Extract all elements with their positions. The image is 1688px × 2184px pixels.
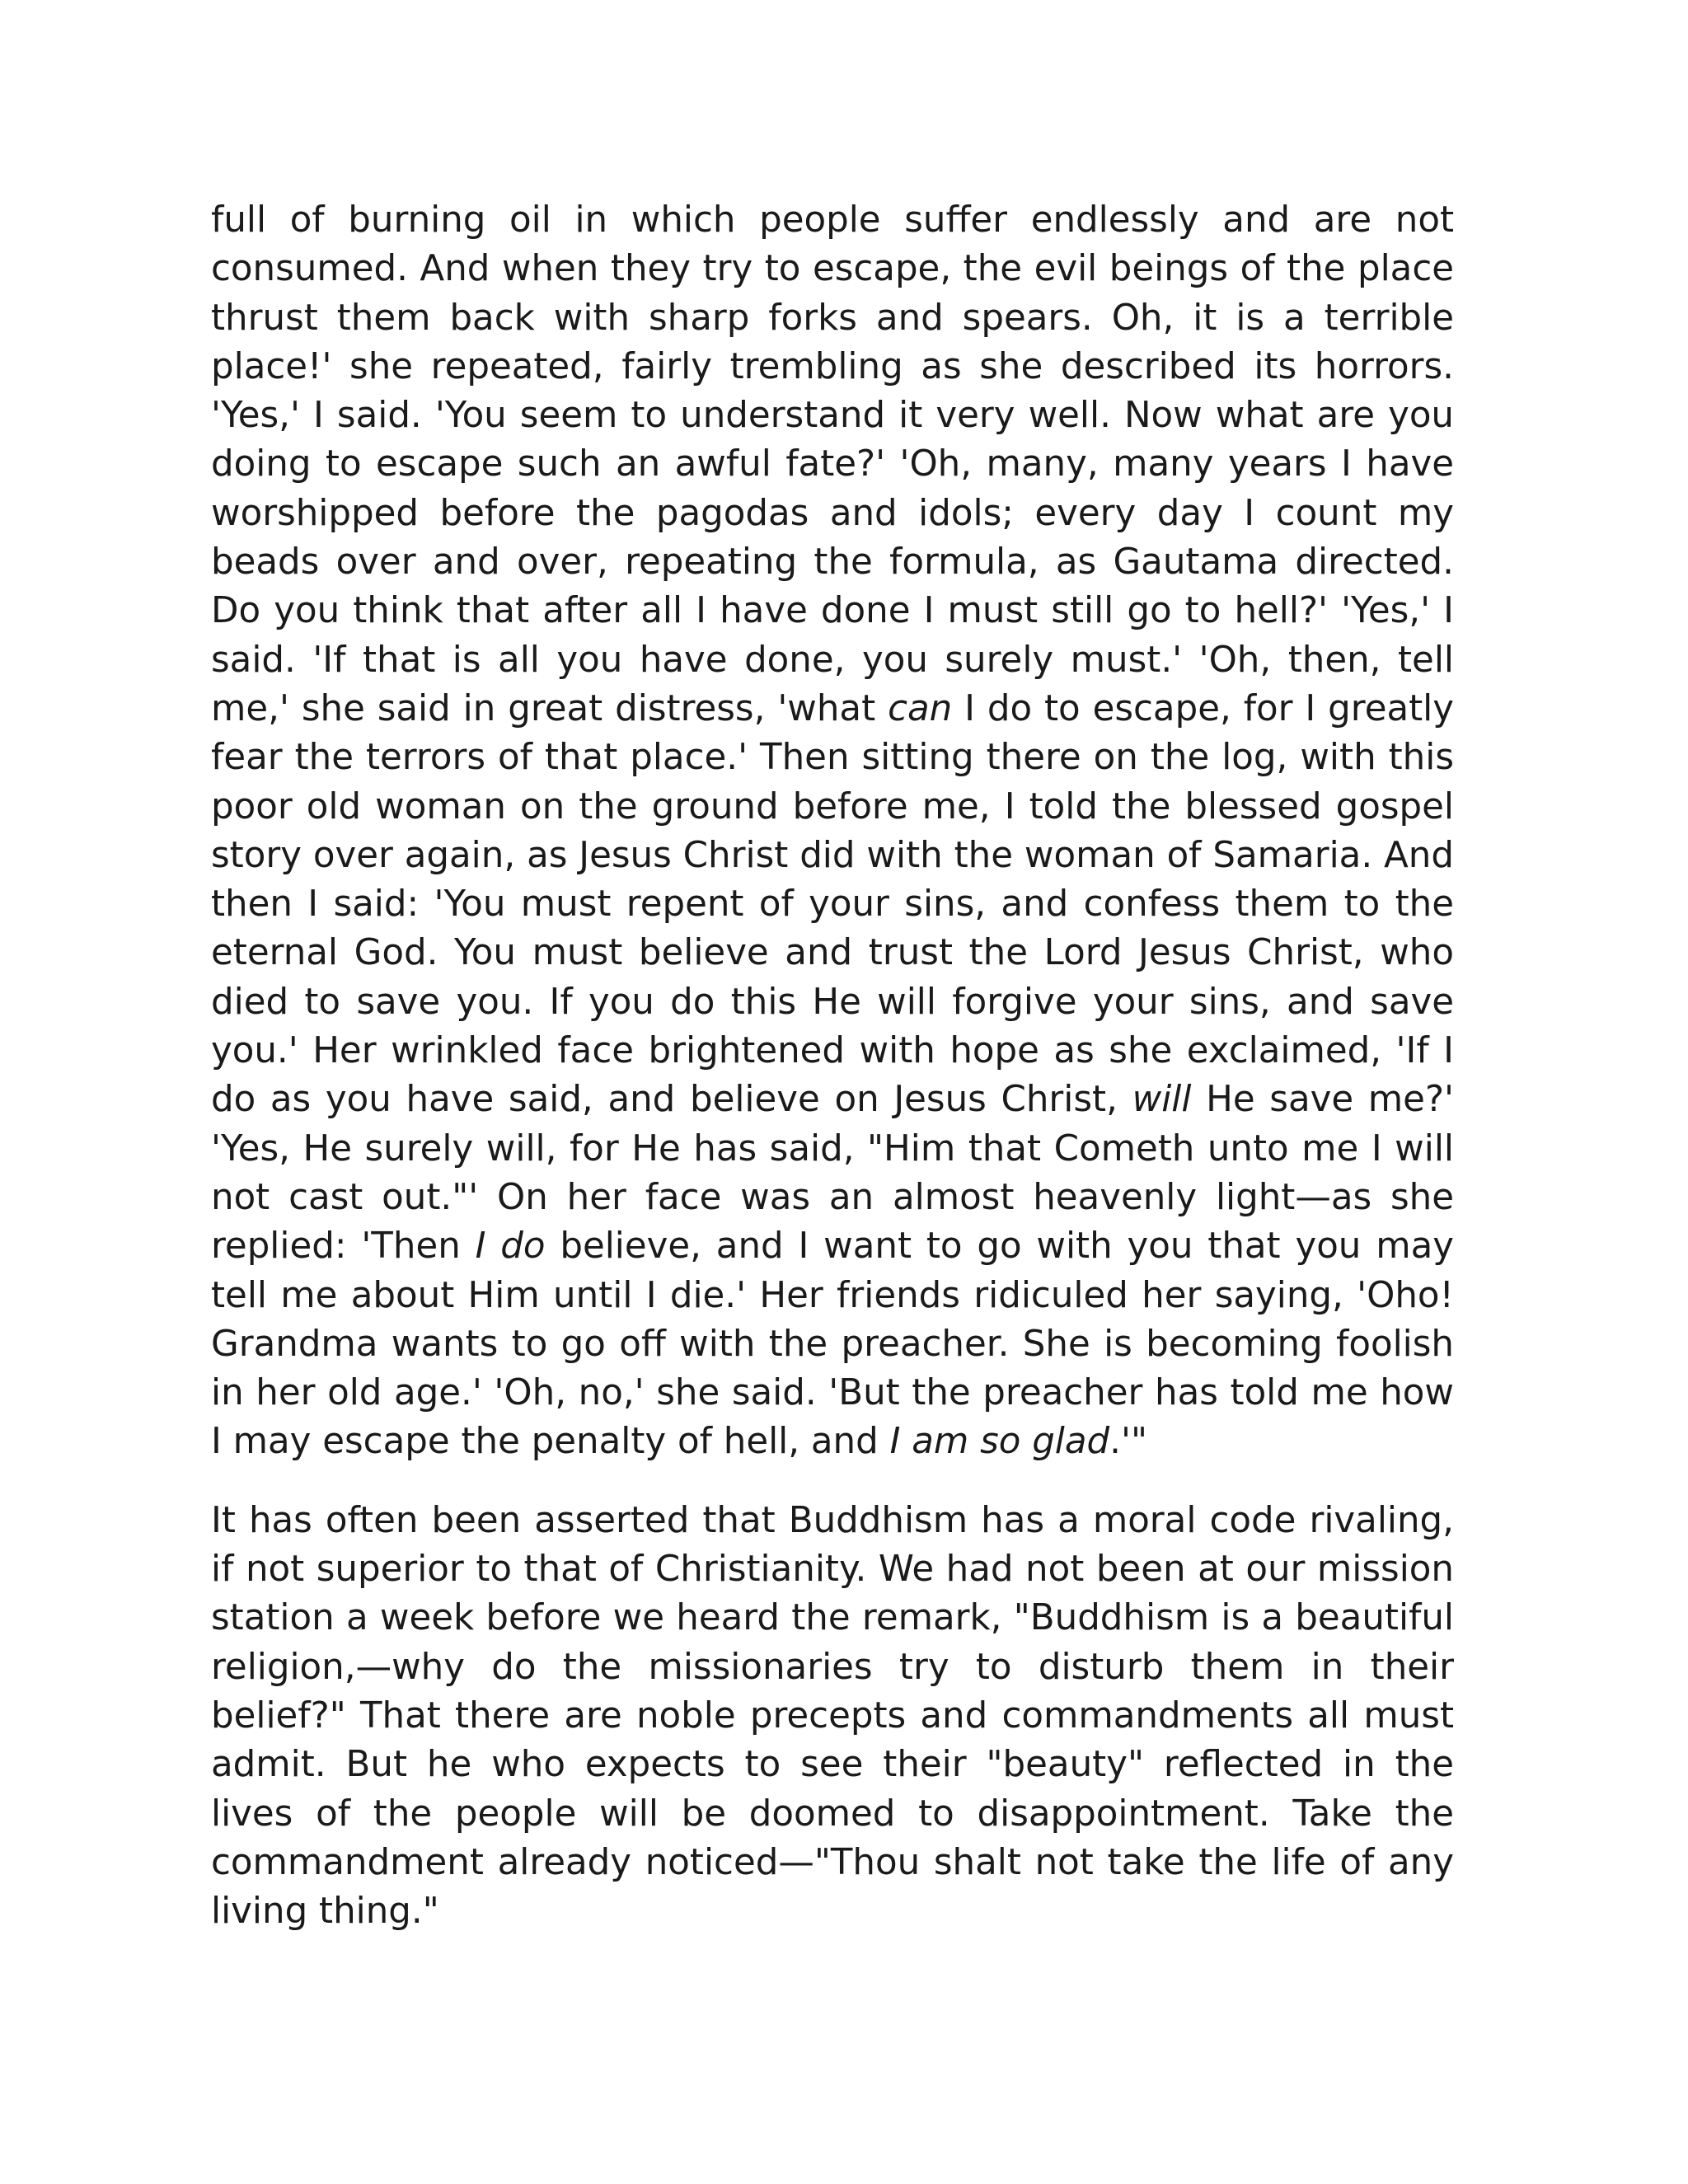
- paragraph-2: [211, 1497, 1454, 1937]
- italic-i-am-so-glad: I am so glad: [889, 1421, 1110, 1463]
- document-page: [211, 196, 1454, 1936]
- paragraph-1-text: I do to escape, for I greatly fear the terrors of that place.' Then sitting there on the log, with this poor old woman on the ground before me, I told the blessed gospel story over again, as Jesus Christ did with the woman of Samaria. And then I said: 'You must repent of your sins, and confess them to the eternal God. You must believe and trust the Lord Jesus Christ, who died to save you. If you do this He will forgive your sins, and save you.' Her wrinkled face brightened with hope as she exclaimed, 'If I do as you have said, and believe on Jesus Christ,: [211, 687, 1454, 1121]
- paragraph-2-text: It has often been asserted that Buddhism has a moral code rivaling, if not superior to that of Christianity. We had not been at our mission station a week before we heard the remark, "Buddhism is a beautiful religion,—why do the missionaries try to disturb them in their belief?" That there are noble precepts and commandments all must admit. But he who expects to see their "beauty" reflected in the lives of the people will be doomed to disappointment. Take the commandment already noticed—"Thou shalt not take the life of any living thing.": [211, 1499, 1454, 1933]
- paragraph-1: [211, 196, 1454, 1467]
- paragraph-1-text: believe, and I want to go with you that you may tell me about Him until I die.' Her friends ridiculed her saying, 'Oho! Grandma wants to go off with the preacher. She is becoming foolish in her old age.' 'Oh, no,' she said. 'But the preacher has told me how I may escape the penalty of hell, and: [211, 1226, 1454, 1463]
- italic-can: can: [888, 687, 953, 729]
- italic-will: will: [1132, 1079, 1192, 1121]
- paragraph-1-text: full of burning oil in which people suffer endlessly and are not consumed. And when they try to escape, the evil beings of the place thrust them back with sharp forks and spears. Oh, it is a terrible place!' she repeated, fairly trembling as she described its horrors. 'Yes,' I said. 'You seem to understand it very well. Now what are you doing to escape such an awful fate?' 'Oh, many, many years I have worshipped before the pagodas and idols; every day I count my beads over and over, repeating the formula, as Gautama directed. Do you think that after all I have done I must still go to hell?' 'Yes,' I said. 'If that is all you have done, you surely must.' 'Oh, then, tell me,' she said in great distress, 'what: [211, 199, 1454, 729]
- italic-i-do: I do: [475, 1226, 546, 1268]
- paragraph-1-text: .'": [1109, 1421, 1147, 1463]
- paragraph-1-text: He save me?' 'Yes, He surely will, for He has said, "Him that Cometh unto me I will not cast out."' On her face was an almost heavenly light—as she replied: 'Then: [211, 1079, 1454, 1268]
